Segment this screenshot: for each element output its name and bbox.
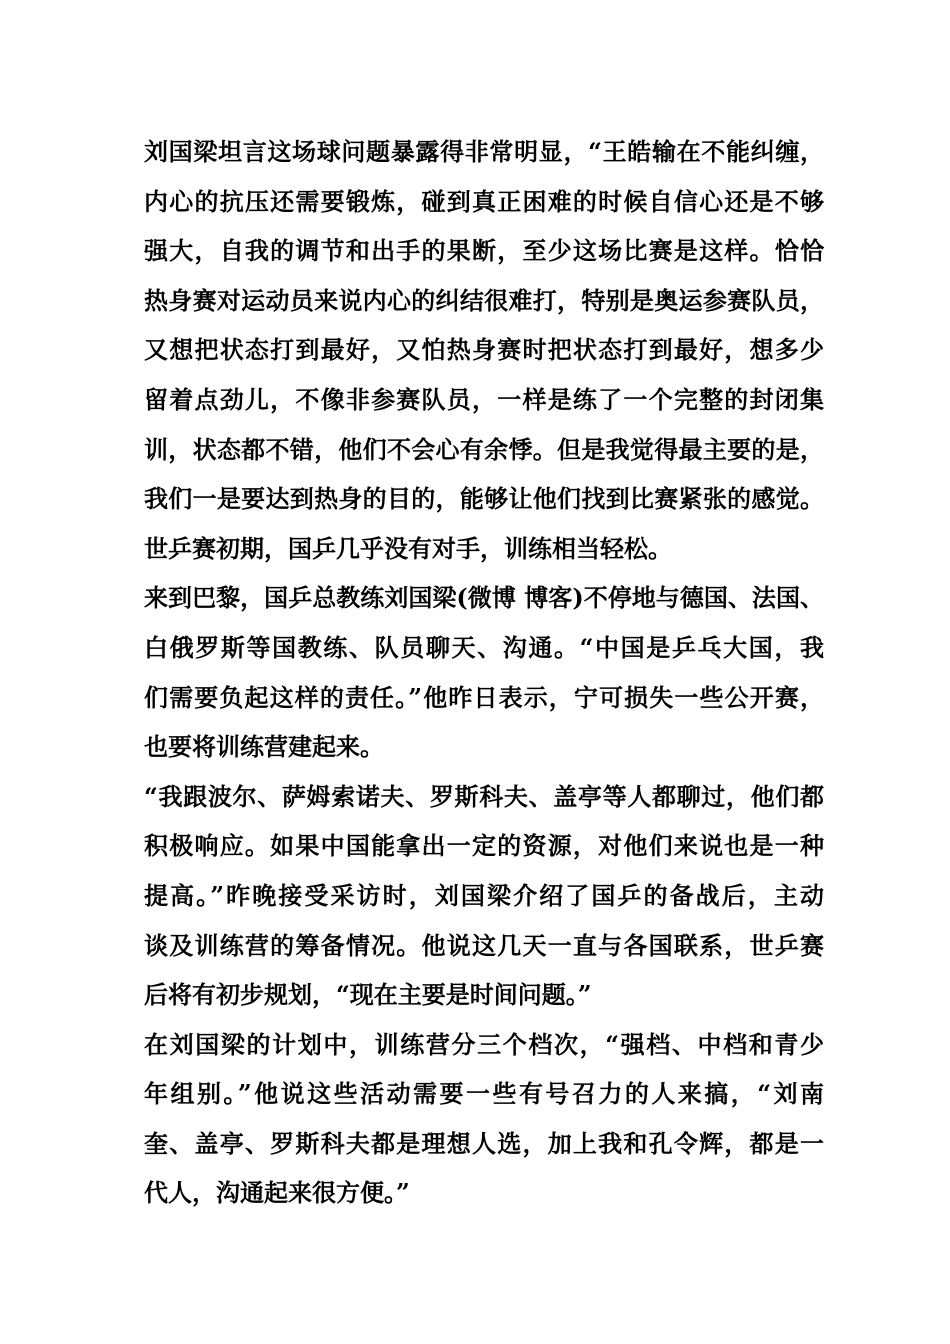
text-line: 刘国梁坦言这场球问题暴露得非常明显，“王皓输在不能纠缠， xyxy=(144,137,824,166)
text-line: 谈及训练营的筹备情况。他说这几天一直与各国联系，世乒赛 xyxy=(144,930,824,960)
text-line: 后将有初步规划，“现在主要是时间问题。” xyxy=(144,980,592,1010)
text-line: 热身赛对运动员来说内心的纠结很难打，特别是奥运参赛队员， xyxy=(144,285,824,315)
text-line: “我跟波尔、萨姆索诺夫、罗斯科夫、盖亭等人都聊过，他们都 xyxy=(144,781,824,811)
text-line: 在刘国梁的计划中，训练营分三个档次，“强档、中档和青少 xyxy=(144,1029,824,1059)
text-line: 内心的抗压还需要锻炼，碰到真正困难的时候自信心还是不够 xyxy=(144,186,824,216)
text-line: 世乒赛初期，国乒几乎没有对手，训练相当轻松。 xyxy=(144,533,672,563)
text-line: 训，状态都不错，他们不会心有余悸。但是我觉得最主要的是， xyxy=(144,434,824,464)
text-line: 提高。”昨晚接受采访时，刘国梁介绍了国乒的备战后，主动 xyxy=(144,880,824,910)
text-line: 我们一是要达到热身的目的，能够让他们找到比赛紧张的感觉。 xyxy=(144,484,824,514)
text-line: 们需要负起这样的责任。”他昨日表示，宁可损失一些公开赛， xyxy=(144,682,824,712)
text-line: 又想把状态打到最好，又怕热身赛时把状态打到最好，想多少 xyxy=(144,335,824,365)
text-line: 积极响应。如果中国能拿出一定的资源，对他们来说也是一种 xyxy=(144,831,824,861)
text-line: 奎、盖亭、罗斯科夫都是理想人选，加上我和孔令辉，都是一 xyxy=(144,1128,824,1158)
text-line: 留着点劲儿，不像非参赛队员，一样是练了一个完整的封闭集 xyxy=(144,384,824,414)
text-line: 代人，沟通起来很方便。” xyxy=(144,1178,410,1208)
text-line: 强大，自我的调节和出手的果断，至少这场比赛是这样。恰恰 xyxy=(144,236,824,266)
article-body xyxy=(144,127,824,1218)
text-line: 也要将训练营建起来。 xyxy=(144,732,384,762)
text-line: 白俄罗斯等国教练、队员聊天、沟通。“中国是乒乓大国，我 xyxy=(144,632,824,662)
text-line: 年组别。”他说这些活动需要一些有号召力的人来搞，“刘南 xyxy=(144,1079,824,1109)
text-line: 来到巴黎，国乒总教练刘国梁(微博 博客)不停地与德国、法国、 xyxy=(144,583,824,613)
